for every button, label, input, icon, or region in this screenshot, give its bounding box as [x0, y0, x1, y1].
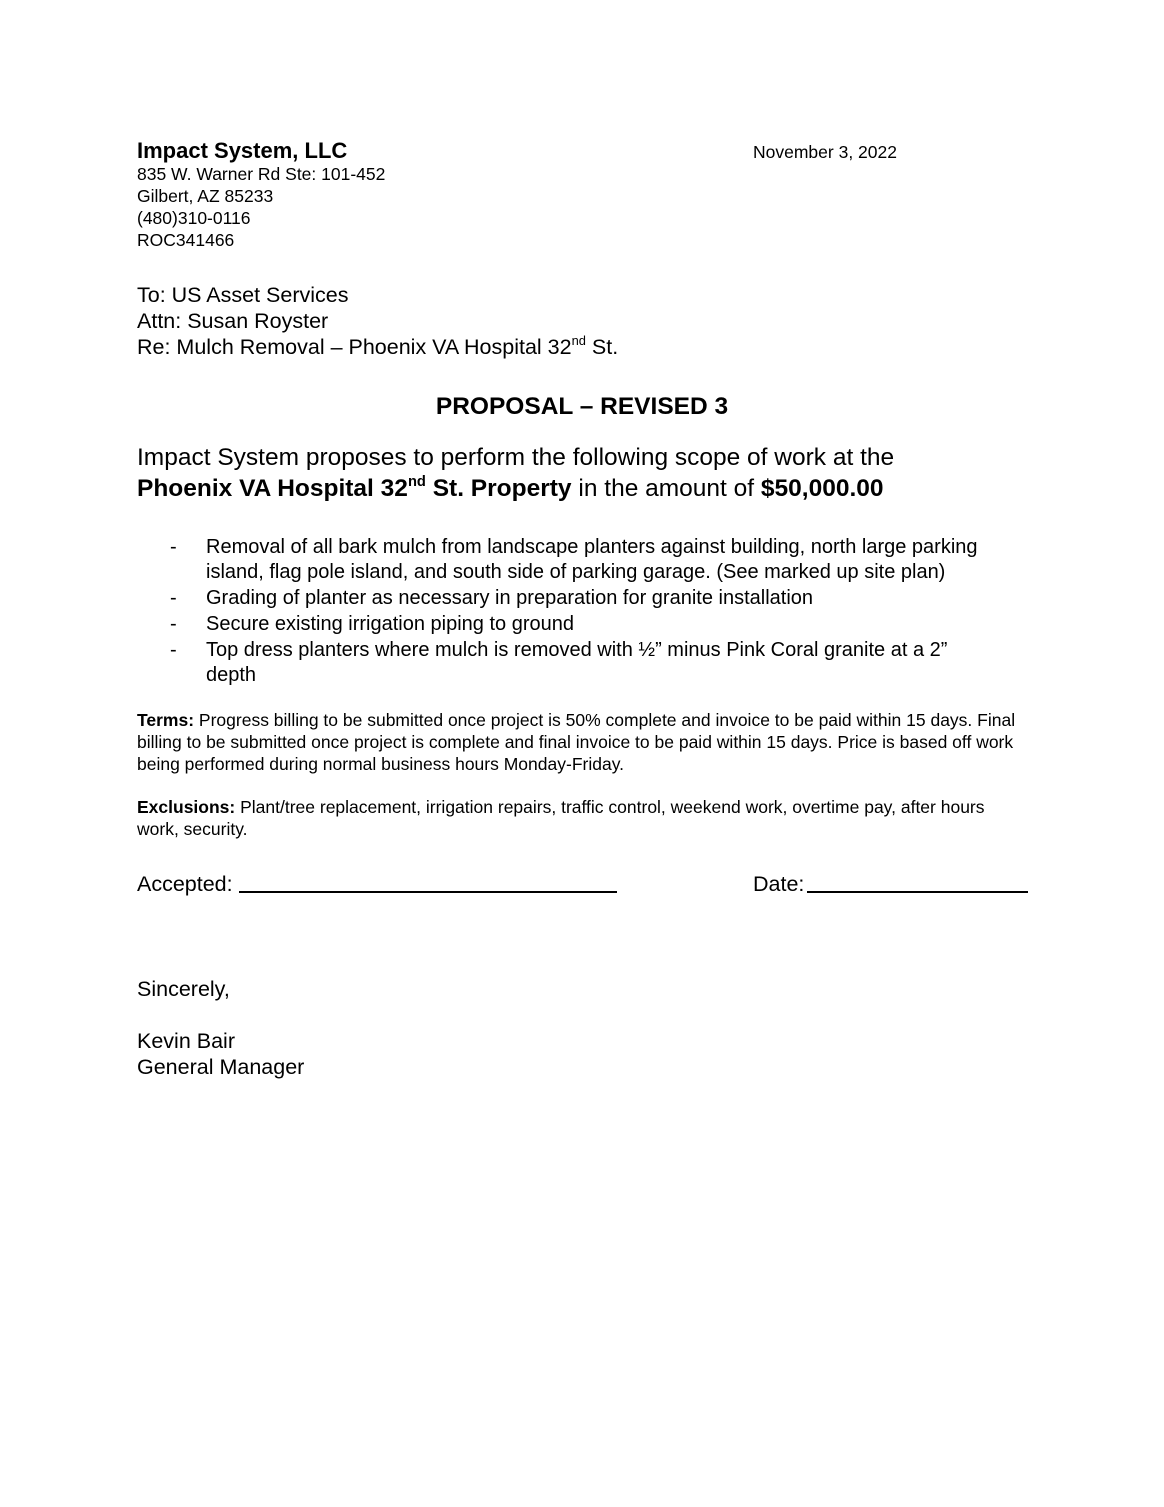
license-number: ROC341466: [137, 230, 235, 250]
property-name: [137, 475, 572, 502]
property-ordinal: nd: [407, 473, 426, 490]
recipient-to: To: US Asset Services: [137, 283, 349, 307]
subject-ordinal: nd: [571, 332, 586, 348]
address-line-1: 835 W. Warner Rd Ste: 101-452: [137, 164, 386, 184]
terms-label: Terms:: [137, 710, 195, 730]
recipient-attn: Attn: Susan Royster: [137, 309, 329, 333]
terms-text: Progress billing to be submitted once project is 50% complete and invoice to be paid within 15 days. Final billing to be submitted once project is complete and final invoice to be paid within 15 days. Price is based off work being performed during normal business hours Monday-Friday.: [137, 710, 1016, 774]
terms-paragraph: [137, 709, 1017, 775]
date-signature-line[interactable]: [807, 891, 1028, 893]
property-prefix: Phoenix VA Hospital 32: [137, 475, 408, 502]
signer-title: General Manager: [137, 1055, 305, 1079]
bullet-dash: -: [170, 587, 177, 609]
date-label: Date:: [753, 872, 805, 896]
scope-list: [137, 535, 1037, 689]
exclusions-text: Plant/tree replacement, irrigation repairs, traffic control, weekend work, overtime pay, after hours work, security.: [137, 797, 985, 839]
address-line-2: Gilbert, AZ 85233: [137, 186, 274, 206]
scope-item: [137, 586, 1037, 611]
subject-line: [137, 334, 618, 360]
scope-item: [137, 612, 1037, 637]
scope-item: [137, 638, 1037, 688]
letter-date: November 3, 2022: [753, 142, 897, 162]
scope-item-text: Top dress planters where mulch is removed with ½” minus Pink Coral granite at a 2” depth: [206, 639, 948, 686]
subject-prefix: Re: Mulch Removal – Phoenix VA Hospital 32: [137, 335, 572, 359]
scope-item: [137, 535, 1037, 585]
bullet-dash: -: [170, 613, 177, 635]
property-suffix: St. Property: [425, 475, 572, 502]
exclusions-paragraph: [137, 796, 1017, 840]
scope-item-text: Secure existing irrigation piping to ground: [206, 613, 574, 635]
intro-line-1: Impact System proposes to perform the following scope of work at the: [137, 444, 895, 471]
accepted-signature-line[interactable]: [239, 891, 617, 893]
proposal-title: PROPOSAL – REVISED 3: [435, 393, 729, 420]
bullet-dash: -: [170, 536, 177, 558]
subject-suffix: St.: [585, 335, 619, 359]
proposal-amount: $50,000.00: [760, 475, 884, 502]
intro-line-2: [137, 473, 884, 504]
company-name: Impact System, LLC: [137, 138, 348, 163]
phone-number: (480)310-0116: [137, 208, 251, 228]
exclusions-label: Exclusions:: [137, 797, 236, 817]
accepted-label: Accepted:: [137, 872, 233, 896]
bullet-dash: -: [170, 639, 177, 661]
closing-salutation: Sincerely,: [137, 977, 230, 1001]
scope-item-text: Removal of all bark mulch from landscape planters against building, north large parking island, flag pole island, and south side of parking garage. (See marked up site plan): [206, 536, 978, 583]
signer-name: Kevin Bair: [137, 1029, 235, 1053]
amount-text: in the amount of: [571, 475, 761, 502]
scope-item-text: Grading of planter as necessary in preparation for granite installation: [206, 587, 814, 609]
